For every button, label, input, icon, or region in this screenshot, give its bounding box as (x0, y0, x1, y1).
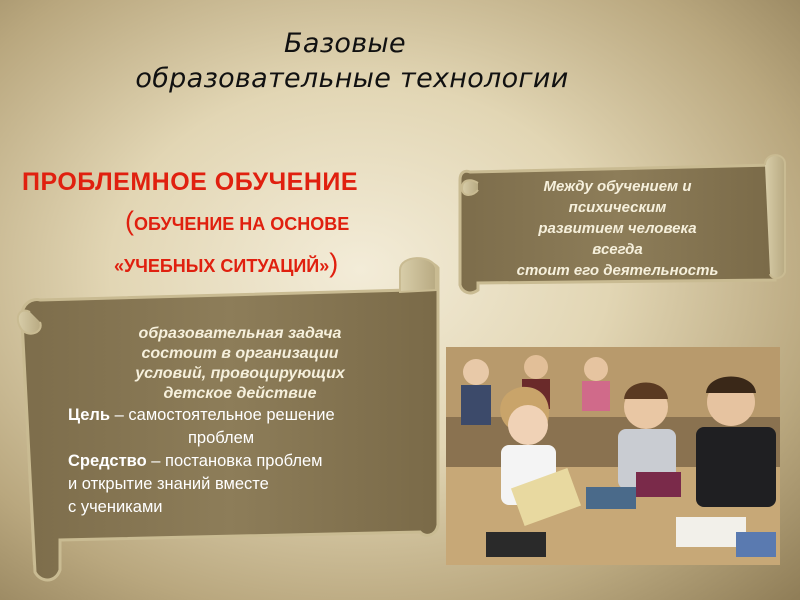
subtitle-open-paren: ( (125, 206, 134, 236)
goal-label: Цель (68, 406, 111, 424)
subtitle-text-2: «УЧЕБНЫХ СИТУАЦИЙ» (114, 256, 330, 276)
section-heading: ПРОБЛЕМНОЕ ОБУЧЕНИЕ (22, 168, 359, 196)
means-text-2: и открытие знаний вместе (68, 475, 269, 493)
task-line: состоит в организации (141, 345, 339, 362)
goal-line (68, 404, 428, 427)
subtitle-text-1: ОБУЧЕНИЕ НА ОСНОВЕ (134, 214, 350, 234)
means-line (68, 450, 428, 473)
means-text-3: с учениками (68, 498, 163, 516)
quote-line: психическим (568, 199, 667, 216)
subtitle-close-paren: ) (329, 248, 339, 278)
task-line: образовательная задача (138, 325, 342, 342)
quote-text (495, 176, 740, 281)
goal-text: – самостоятельное решение (110, 406, 335, 424)
classroom-photo-illustration (446, 347, 780, 565)
classroom-photo (446, 347, 780, 565)
task-text (100, 324, 380, 404)
goal-means-text (68, 404, 428, 519)
task-line: условий, провоцирующих (135, 365, 345, 382)
quote-line: стоит его деятельность (516, 262, 719, 279)
quote-line: развитием человека (538, 220, 697, 237)
goal-text-2: проблем (188, 429, 255, 447)
quote-line: всегда (592, 241, 643, 258)
slide-title-line2: образовательные технологии (135, 63, 569, 94)
slide-title-line1: Базовые (284, 28, 406, 59)
means-label: Средство (68, 452, 147, 470)
means-text: – постановка проблем (146, 452, 323, 470)
quote-line: Между обучением и (543, 178, 692, 195)
task-line: детское действие (163, 385, 317, 402)
